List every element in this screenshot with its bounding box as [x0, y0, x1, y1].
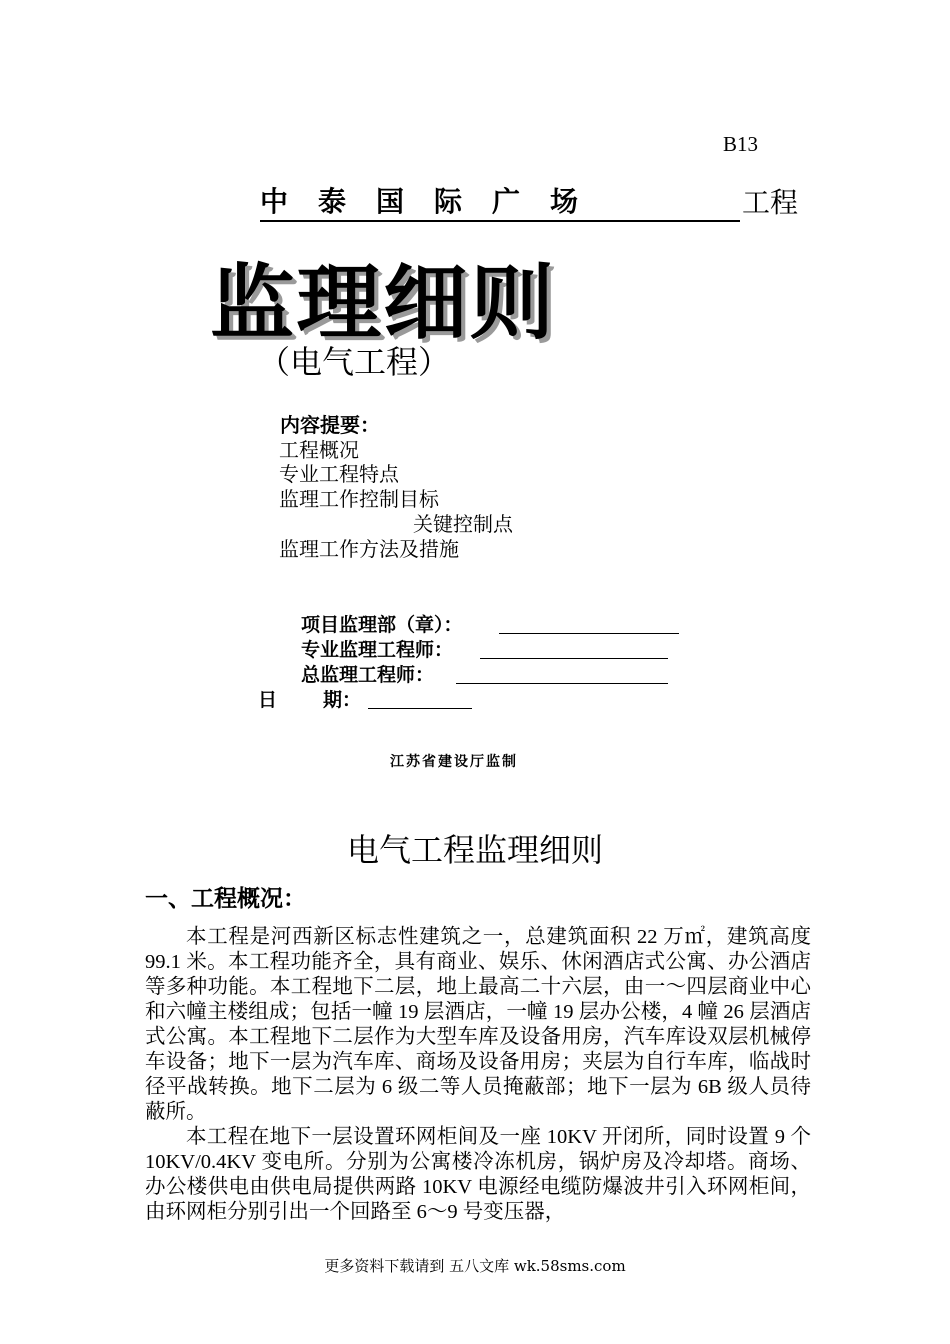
paragraph: 本工程在地下一层设置环网柜间及一座 10KV 开闭所，同时设置 9 个 10KV/0.4KV 变电所。分别为公寓楼冷冻机房，锅炉房及冷却塔。商场、办公楼供电由供电局提供两路 10KV 电源经电缆防爆波井引入环网柜间，由环网柜分别引出一个回路至 6～9 号变压器，: [145, 1126, 811, 1223]
summary-item: 专业工程特点: [279, 462, 399, 486]
summary-item: 工程概况: [279, 438, 359, 462]
chief-engineer-line: [456, 683, 668, 684]
document-title: 电气工程监理细则: [346, 831, 603, 869]
engineer-line: [480, 658, 668, 659]
summary-item: 监理工作控制目标: [279, 487, 439, 511]
document-code: B13: [723, 132, 759, 156]
paragraph: 本工程是河西新区标志性建筑之一，总建筑面积 22 万㎡，建筑高度 99.1 米。本工程功能齐全，具有商业、娱乐、休闲酒店式公寓、办公酒店等多种功能。本工程地下二层，地上最高二十六层，由一～四层商业中心和六幢主楼组成；包括一幢 19 层酒店，一幢 19 层办公楼，4 幢 26 层酒店式公寓。本工程地下二层作为大型车库及设备用房，汽车库设双层机械停车设备；地下一层为汽车库、商场及设备用房；夹层为自行车库，临战时径平战转换。地下二层为 6 级二等人员掩蔽部；地下一层为 6B 级人员待蔽所。: [145, 926, 811, 1123]
footer-text: 更多资料下载请到 五八文库 wk.58sms.com: [324, 1257, 626, 1275]
subtitle: （电气工程）: [258, 343, 451, 381]
issuer: 江苏省建设厅监制: [390, 754, 518, 770]
date-label: 日: [258, 689, 278, 711]
summary-heading: 内容提要：: [280, 413, 380, 437]
dept-seal-label: 项目监理部（章）：: [301, 614, 463, 636]
project-suffix: 工程: [742, 186, 799, 219]
date-label-suffix: 期：: [323, 689, 362, 711]
dept-seal-line: [499, 633, 679, 634]
summary-item: 关键控制点: [413, 512, 513, 536]
project-name: 中泰国际广场: [260, 184, 740, 222]
date-line: [368, 708, 472, 709]
summary-item: 监理工作方法及措施: [279, 537, 459, 561]
chief-engineer-label: 总监理工程师：: [301, 664, 435, 686]
engineer-label: 专业监理工程师：: [301, 639, 454, 661]
section-heading: 一、工程概况：: [145, 886, 306, 912]
main-title: 监理细则: [210, 256, 557, 351]
